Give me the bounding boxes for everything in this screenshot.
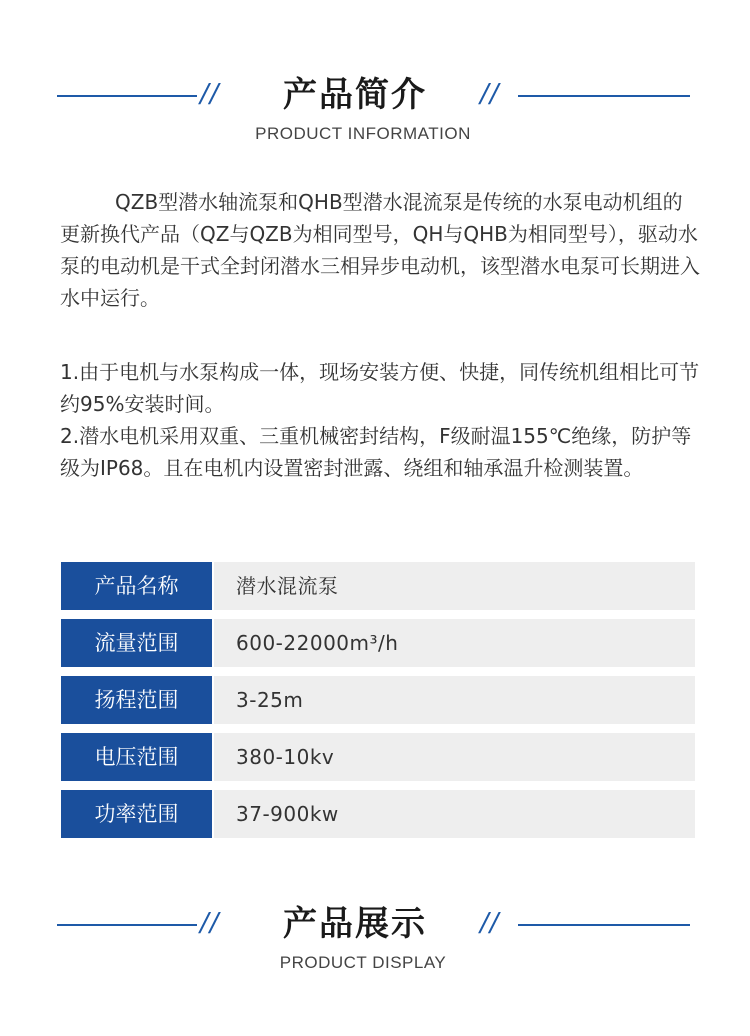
spec-label: 功率范围	[61, 790, 212, 838]
spec-row-flow-range	[61, 619, 695, 667]
spec-row-power-range	[61, 790, 695, 838]
spec-row-voltage-range	[61, 733, 695, 781]
feature-item: 1.由于电机与水泵构成一体，现场安装方便、快捷，同传统机组相比可节约95%安装时间。	[60, 360, 700, 416]
decor-slashes-right: //	[480, 908, 500, 938]
decor-slashes-right: //	[480, 79, 500, 109]
decor-line-right	[518, 95, 690, 97]
spec-row-product-name	[61, 562, 695, 610]
decor-slashes-left: //	[200, 79, 220, 109]
spec-label: 扬程范围	[61, 676, 212, 724]
section-subtitle: PRODUCT DISPLAY	[279, 953, 447, 972]
section-title: 产品展示	[283, 904, 427, 944]
spec-value: 3-25m	[214, 676, 695, 724]
spec-value: 380-10kv	[214, 733, 695, 781]
section-header-product-information	[0, 62, 750, 152]
spec-label: 电压范围	[61, 733, 212, 781]
feature-item: 2.潜水电机采用双重、三重机械密封结构，F级耐温155℃绝缘，防护等级为IP68。且在电机内设置密封泄露、绕组和轴承温升检测装置。	[60, 424, 692, 480]
spec-label: 产品名称	[61, 562, 212, 610]
spec-value: 潜水混流泵	[214, 562, 695, 610]
spec-value: 37-900kw	[214, 790, 695, 838]
decor-line-right	[518, 924, 690, 926]
spec-value: 600-22000m³/h	[214, 619, 695, 667]
section-title: 产品简介	[283, 75, 427, 115]
decor-slashes-left: //	[200, 908, 220, 938]
spec-row-head-range	[61, 676, 695, 724]
spec-label: 流量范围	[61, 619, 212, 667]
section-header-product-display	[0, 891, 750, 981]
section-subtitle: PRODUCT INFORMATION	[255, 124, 471, 143]
feature-list	[60, 356, 700, 484]
intro-paragraph: QZB型潜水轴流泵和QHB型潜水混流泵是传统的水泵电动机组的更新换代产品（QZ与QZB为相同型号，QH与QHB为相同型号），驱动水泵的电动机是干式全封闭潜水三相异步电动机，该型潜水电泵可长期进入水中运行。	[60, 190, 700, 310]
